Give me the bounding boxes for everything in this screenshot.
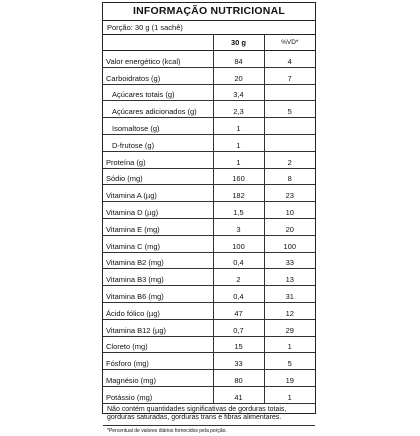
nutrient-value: 47 [213,302,264,319]
portion-size: Porção: 30 g (1 sachê) [103,21,315,35]
nutrient-daily-value [264,118,315,135]
nutrient-value: 1 [213,151,264,168]
nutrient-name: Proteína (g) [103,151,213,168]
nutrient-name: Vitamina B2 (mg) [103,252,213,269]
nutrient-value: 3,4 [213,84,264,101]
nutrient-name: Carboidratos (g) [103,67,213,84]
nutrient-daily-value: 2 [264,151,315,168]
nutrient-name: Potássio (mg) [103,386,213,403]
nutrient-value: 33 [213,353,264,370]
nutrient-daily-value: 12 [264,302,315,319]
nutrient-name: Ácido fólico (µg) [103,302,213,319]
nutrient-name: D-frutose (g) [103,134,213,151]
nutrient-value: 2,3 [213,101,264,118]
footnote-text: *Percentual de valores diários fornecidos pela porção. [107,427,227,434]
nutrient-value: 0,7 [213,319,264,336]
nutrient-value: 0,4 [213,286,264,303]
nutrient-value: 182 [213,185,264,202]
nutrient-name: Isomaltose (g) [103,118,213,135]
nutrient-value: 2 [213,269,264,286]
nutrient-value: 1 [213,134,264,151]
table-row [103,386,315,403]
header-nutrient [103,35,213,51]
nutrient-value: 84 [213,51,264,68]
table-row [103,185,315,202]
nutrient-daily-value: 1 [264,386,315,403]
table-row [103,302,315,319]
table-header-row [103,35,315,51]
table-row [103,202,315,219]
nutrition-facts-panel [102,2,316,434]
table-row [103,51,315,68]
nutrient-daily-value: 5 [264,353,315,370]
nutrient-value: 160 [213,168,264,185]
nutrient-name: Vitamina B3 (mg) [103,269,213,286]
table-row [103,134,315,151]
table-row [103,168,315,185]
disclaimer-text: Não contém quantidades significativas de gorduras totais, gorduras saturadas, gorduras trans e fibras alimentares. [103,404,315,426]
nutrient-daily-value: 8 [264,168,315,185]
panel-title: INFORMAÇÃO NUTRICIONAL [103,3,315,21]
nutrient-name: Valor energético (kcal) [103,51,213,68]
nutrient-value: 15 [213,336,264,353]
table-row [103,269,315,286]
nutrient-value: 3 [213,218,264,235]
nutrient-daily-value: 13 [264,269,315,286]
nutrient-daily-value: 29 [264,319,315,336]
header-portion: 30 g [213,35,264,51]
table-row [103,101,315,118]
nutrient-name: Sódio (mg) [103,168,213,185]
nutrient-name: Vitamina C (mg) [103,235,213,252]
nutrient-daily-value [264,134,315,151]
table-row [103,84,315,101]
nutrient-daily-value: 1 [264,336,315,353]
nutrient-name: Vitamina B6 (mg) [103,286,213,303]
nutrient-daily-value [264,84,315,101]
nutrition-table [103,35,315,404]
nutrient-daily-value: 19 [264,370,315,387]
nutrient-name: Açúcares adicionados (g) [103,101,213,118]
nutrient-value: 80 [213,370,264,387]
nutrient-value: 0,4 [213,252,264,269]
nutrient-value: 1,5 [213,202,264,219]
nutrient-value: 100 [213,235,264,252]
table-row [103,67,315,84]
nutrient-name: Fósforo (mg) [103,353,213,370]
nutrient-daily-value: 31 [264,286,315,303]
table-row [103,235,315,252]
nutrient-name: Magnésio (mg) [103,370,213,387]
nutrient-name: Vitamina B12 (µg) [103,319,213,336]
table-row [103,319,315,336]
table-row [103,252,315,269]
table-row [103,353,315,370]
table-row [103,118,315,135]
nutrient-value: 1 [213,118,264,135]
nutrient-name: Açúcares totais (g) [103,84,213,101]
nutrient-name: Vitamina E (mg) [103,218,213,235]
table-row [103,370,315,387]
nutrient-daily-value: 33 [264,252,315,269]
nutrient-name: Vitamina A (µg) [103,185,213,202]
table-row [103,218,315,235]
table-row [103,151,315,168]
nutrient-daily-value: 20 [264,218,315,235]
nutrient-daily-value: 10 [264,202,315,219]
nutrient-daily-value: 100 [264,235,315,252]
nutrient-value: 20 [213,67,264,84]
nutrient-daily-value: 7 [264,67,315,84]
nutrient-daily-value: 23 [264,185,315,202]
nutrient-name: Vitamina D (µg) [103,202,213,219]
nutrient-daily-value: 5 [264,101,315,118]
table-row [103,286,315,303]
nutrient-value: 41 [213,386,264,403]
table-row [103,336,315,353]
nutrient-name: Cloreto (mg) [103,336,213,353]
nutrient-daily-value: 4 [264,51,315,68]
header-daily-value: %VD* [264,35,315,51]
